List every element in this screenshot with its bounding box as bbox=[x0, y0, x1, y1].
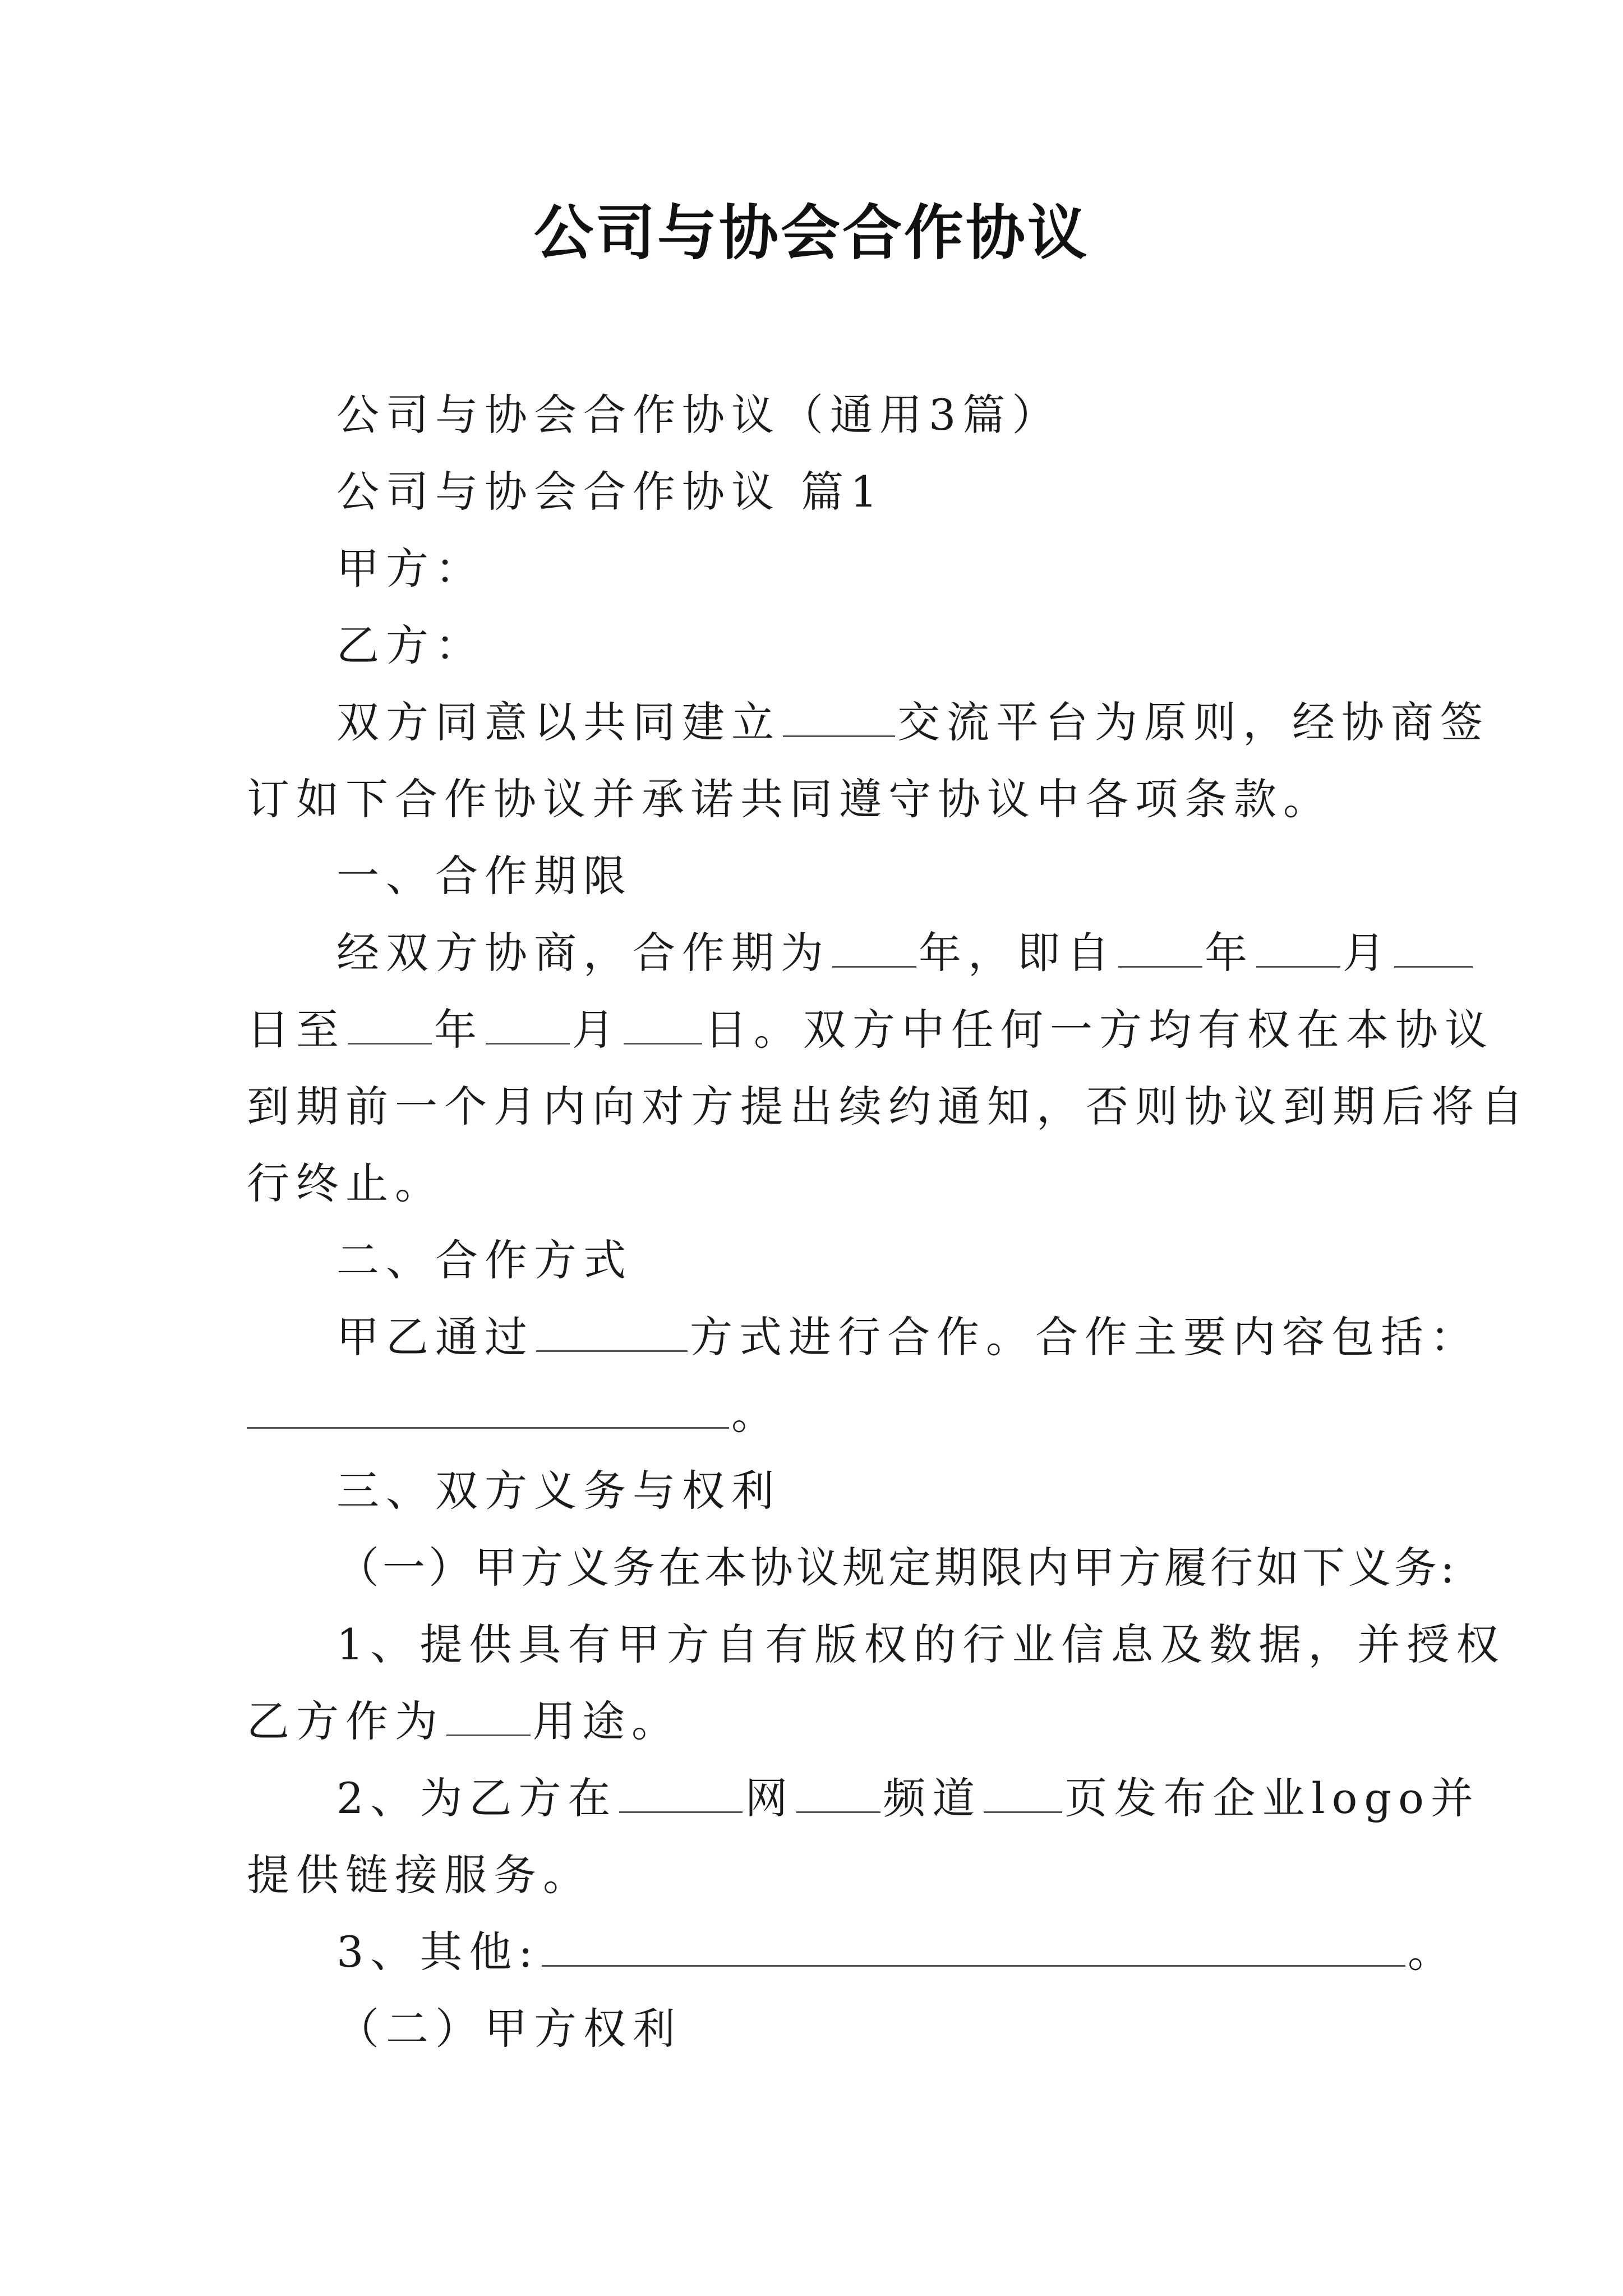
paragraph-line bbox=[336, 1540, 1458, 1596]
paragraph-text: 月 bbox=[572, 1005, 621, 1055]
paragraph-line bbox=[336, 1924, 1457, 1980]
paragraph-text: 甲乙通过 bbox=[336, 1312, 534, 1362]
fill-blank bbox=[832, 927, 916, 968]
fill-blank bbox=[783, 696, 895, 737]
fill-blank bbox=[247, 1388, 729, 1429]
fill-blank bbox=[486, 1004, 570, 1045]
fill-blank bbox=[984, 1772, 1062, 1813]
party-b-label: 乙方： bbox=[336, 620, 485, 670]
fill-blank bbox=[796, 1772, 880, 1813]
paragraph-text: 订如下合作协议并承诺共同遵守协议中各项条款。 bbox=[247, 774, 1332, 824]
paragraph-text: （一）甲方义务在本协议规定期限内甲方履行如下义务: bbox=[336, 1543, 1458, 1593]
subtitle-line bbox=[336, 387, 1061, 443]
fill-blank bbox=[1118, 927, 1202, 968]
section-heading-text: 公司与协会合作协议 篇1 bbox=[336, 467, 884, 517]
section-heading-line bbox=[336, 464, 884, 520]
paragraph-text: 年，即自 bbox=[919, 928, 1116, 978]
paragraph-line bbox=[247, 771, 1332, 827]
paragraph-text: 2、为乙方在 bbox=[336, 1773, 617, 1823]
paragraph-line bbox=[247, 1002, 1494, 1058]
fill-blank bbox=[624, 1004, 702, 1045]
fill-blank bbox=[536, 1311, 688, 1352]
paragraph-text: 用途。 bbox=[533, 1696, 681, 1746]
paragraph-text: 。 bbox=[1407, 1927, 1457, 1977]
party-a-line bbox=[336, 541, 485, 597]
paragraph-text: 年 bbox=[434, 1005, 483, 1055]
paragraph-text: 网 bbox=[745, 1773, 795, 1823]
paragraph-line bbox=[336, 694, 1490, 751]
paragraph-line bbox=[247, 1156, 444, 1212]
clause-heading-text: 三、双方义务与权利 bbox=[336, 1466, 781, 1516]
document-title: 公司与协会合作协议 bbox=[534, 197, 1089, 268]
fill-blank bbox=[542, 1926, 1405, 1967]
clause-heading-line bbox=[336, 1232, 633, 1289]
paragraph-line bbox=[336, 1770, 1480, 1826]
paragraph-line bbox=[247, 1079, 1530, 1135]
paragraph-text: 1、提供具有甲方自有版权的行业信息及数据，并授权 bbox=[336, 1619, 1506, 1669]
fill-blank bbox=[619, 1772, 743, 1813]
paragraph-text: 频道 bbox=[883, 1773, 982, 1823]
clause-heading-text: 一、合作期限 bbox=[336, 851, 633, 901]
clause-heading-line bbox=[336, 2001, 682, 2057]
fill-blank bbox=[446, 1695, 531, 1736]
fill-blank bbox=[1394, 927, 1473, 968]
paragraph-text: 日至 bbox=[247, 1005, 345, 1055]
paragraph-line bbox=[247, 1386, 781, 1442]
paragraph-text: 日。双方中任何一方均有权在本协议 bbox=[704, 1005, 1494, 1055]
party-b-line bbox=[336, 618, 485, 674]
paragraph-text: 经双方协商，合作期为 bbox=[336, 928, 830, 978]
paragraph-line bbox=[336, 1617, 1505, 1673]
paragraph-text: 页发布企业logo并 bbox=[1064, 1773, 1480, 1823]
paragraph-text: 3、其他: bbox=[336, 1927, 540, 1977]
paragraph-text: 。 bbox=[731, 1389, 781, 1439]
clause-heading-line bbox=[336, 1463, 781, 1519]
paragraph-text: 乙方作为 bbox=[247, 1696, 444, 1746]
paragraph-line bbox=[336, 925, 1475, 981]
paragraph-line bbox=[336, 1309, 1479, 1365]
fill-blank bbox=[1256, 927, 1340, 968]
paragraph-line bbox=[247, 1847, 592, 1903]
party-a-label: 甲方： bbox=[336, 544, 485, 593]
fill-blank bbox=[348, 1004, 432, 1045]
subtitle-text: 公司与协会合作协议（通用3篇） bbox=[336, 390, 1062, 440]
clause-heading-line bbox=[336, 848, 633, 904]
clause-heading-text: （二）甲方权利 bbox=[336, 2004, 682, 2054]
paragraph-text: 年 bbox=[1205, 928, 1254, 978]
paragraph-text: 提供链接服务。 bbox=[247, 1850, 592, 1900]
paragraph-line bbox=[247, 1694, 681, 1750]
paragraph-text: 方式进行合作。合作主要内容包括： bbox=[690, 1312, 1479, 1362]
paragraph-text: 行终止。 bbox=[247, 1158, 444, 1208]
paragraph-text: 月 bbox=[1343, 928, 1392, 978]
paragraph-text: 到期前一个月内向对方提出续约通知，否则协议到期后将自 bbox=[247, 1082, 1530, 1131]
clause-heading-text: 二、合作方式 bbox=[336, 1235, 633, 1285]
paragraph-text: 双方同意以共同建立 bbox=[336, 697, 781, 747]
paragraph-text: 交流平台为原则，经协商签 bbox=[897, 697, 1490, 747]
